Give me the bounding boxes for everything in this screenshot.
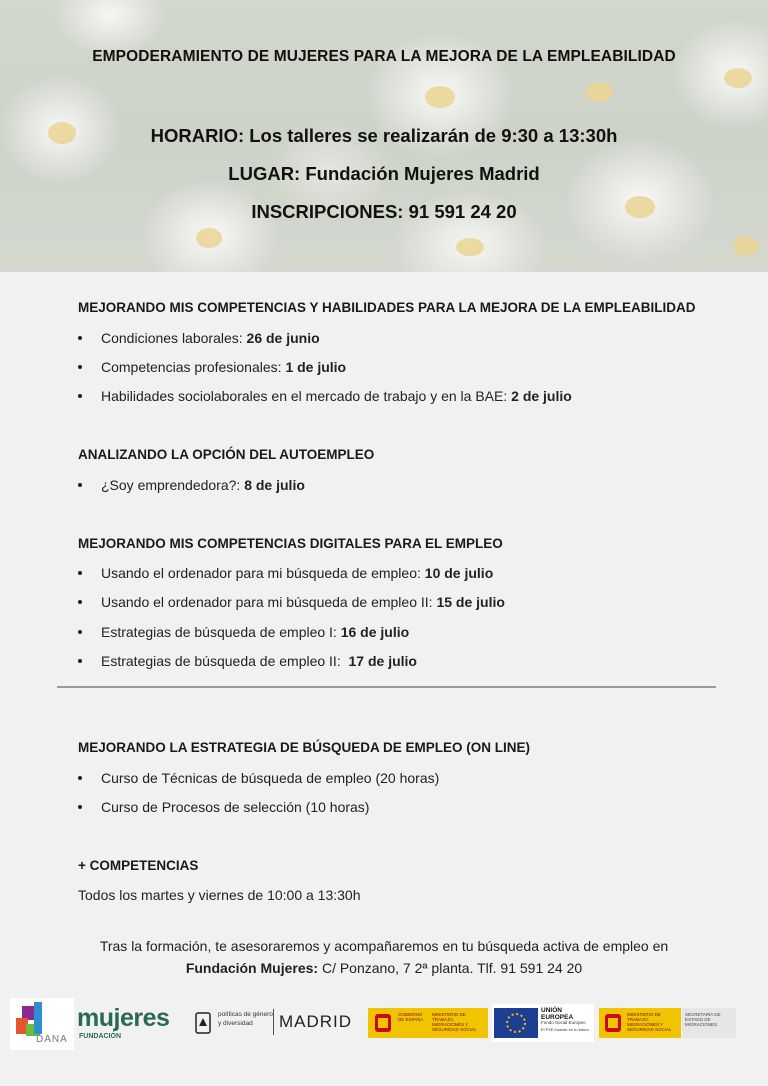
- ministerio-text: MINISTERIO DE TRABAJO, MIGRACIONES Y SEGURIDAD SOCIAL: [432, 1012, 477, 1032]
- section-title: MEJORANDO MIS COMPETENCIAS DIGITALES PARA EL EMPLEO: [78, 536, 503, 551]
- ue-sub1: Fondo Social Europeo: [541, 1020, 586, 1025]
- mujeres-sub: FUNDACIÓN: [79, 1033, 121, 1040]
- bullet-icon: [78, 336, 82, 340]
- fundacion-mujeres-logo: [77, 1004, 187, 1044]
- spain-coat-of-arms-icon: [372, 1010, 394, 1036]
- list-item: Usando el ordenador para mi búsqueda de empleo: 10 de julio: [78, 565, 493, 581]
- list-item: Estrategias de búsqueda de empleo I: 16 de julio: [78, 624, 409, 640]
- section-title: + COMPETENCIAS: [78, 858, 199, 873]
- list-item: Habilidades sociolaborales en el mercado de trabajo y en la BAE: 2 de julio: [78, 388, 572, 404]
- bullet-icon: [78, 571, 82, 575]
- ue-sub2: El FSE invierte en tu futuro: [541, 1027, 589, 1032]
- lugar-line: LUGAR: Fundación Mujeres Madrid: [228, 163, 540, 184]
- madrid-crest-icon: [195, 1012, 211, 1034]
- bullet-icon: [78, 659, 82, 663]
- inscripciones-line: INSCRIPCIONES: 91 591 24 20: [251, 201, 517, 222]
- list-item: Usando el ordenador para mi búsqueda de empleo II: 15 de julio: [78, 594, 505, 610]
- ministerio2-text: MINISTERIO DE TRABAJO, MIGRACIONES Y SEGURIDAD SOCIAL: [627, 1012, 672, 1032]
- dana-text: DANA: [36, 1034, 68, 1045]
- list-item: Competencias profesionales: 1 de julio: [78, 359, 346, 375]
- list-item: Estrategias de búsqueda de empleo II: 17 de julio: [78, 653, 417, 669]
- horario-line: HORARIO: Los talleres se realizarán de 9:30 a 13:30h: [150, 125, 618, 146]
- bullet-icon: [78, 776, 82, 780]
- list-item: ¿Soy emprendedora?: 8 de julio: [78, 477, 305, 493]
- footer-line-1: Tras la formación, te asesoraremos y acompañaremos en tu búsqueda activa de empleo en: [99, 938, 669, 954]
- schedule-text: Todos los martes y viernes de 10:00 a 13:30h: [78, 887, 361, 903]
- mujeres-wordmark: mujeres: [77, 1004, 170, 1032]
- bullet-icon: [78, 600, 82, 604]
- spain-coat-of-arms-icon: [602, 1010, 624, 1036]
- page-title: EMPODERAMIENTO DE MUJERES PARA LA MEJORA DE LA EMPLEABILIDAD: [92, 48, 676, 65]
- madrid-sub1: políticas de género: [218, 1011, 273, 1018]
- section-title: MEJORANDO LA ESTRATEGIA DE BÚSQUEDA DE EMPLEO (ON LINE): [78, 740, 531, 755]
- sponsor-logos: [0, 996, 768, 1052]
- section-title: MEJORANDO MIS COMPETENCIAS Y HABILIDADES PARA LA MEJORA DE LA EMPLEABILIDAD: [78, 300, 696, 315]
- eu-flag-icon: [494, 1008, 538, 1038]
- bullet-icon: [78, 630, 82, 634]
- footer-org-name: Fundación Mujeres:: [185, 960, 319, 976]
- madrid-sub2: y diversidad: [218, 1020, 253, 1027]
- bullet-icon: [78, 365, 82, 369]
- list-item: Curso de Procesos de selección (10 horas): [78, 799, 369, 815]
- hero-banner: [0, 0, 768, 272]
- ministerio-logo: [599, 1008, 681, 1038]
- bullet-icon: [78, 483, 82, 487]
- secretaria-text: SECRETARÍA DE ESTADO DE MIGRACIONES: [685, 1012, 721, 1027]
- secretaria-logo: [682, 1008, 736, 1038]
- dana-logo: [10, 998, 74, 1050]
- madrid-wordmark: MADRID: [279, 1012, 353, 1031]
- union-europea-logo: [492, 1004, 594, 1042]
- madrid-separator: [273, 1009, 274, 1035]
- ue-title: UNIÓN EUROPEA: [541, 1007, 574, 1021]
- divider: [57, 686, 716, 688]
- list-item: Curso de Técnicas de búsqueda de empleo (20 horas): [78, 770, 439, 786]
- bullet-icon: [78, 805, 82, 809]
- footer-address: C/ Ponzano, 7 2ª planta. Tlf. 91 591 24 20: [318, 960, 583, 976]
- gobierno-text: GOBIERNO DE ESPAÑA: [398, 1012, 424, 1022]
- gobierno-espana-logo: [368, 1008, 488, 1038]
- madrid-logo: [193, 1006, 363, 1040]
- section-title: ANALIZANDO LA OPCIÓN DEL AUTOEMPLEO: [78, 447, 375, 462]
- bullet-icon: [78, 394, 82, 398]
- list-item: Condiciones laborales: 26 de junio: [78, 330, 320, 346]
- footer-line-2: [0, 960, 768, 976]
